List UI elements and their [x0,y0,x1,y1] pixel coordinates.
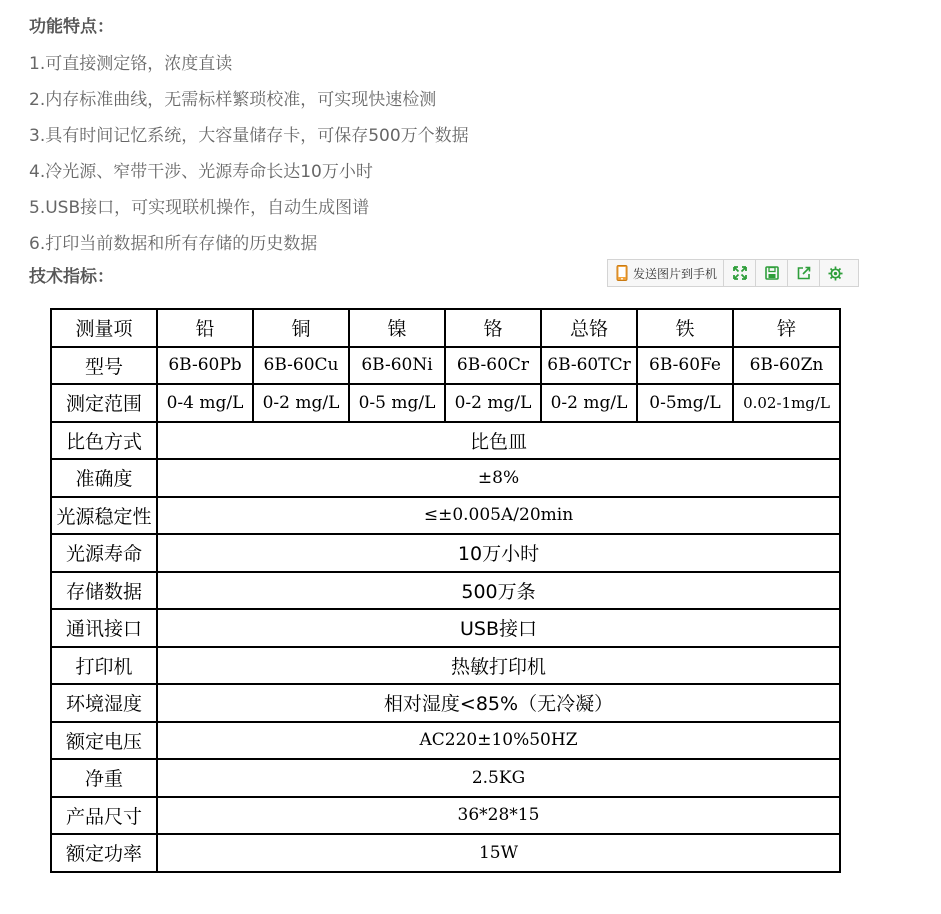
row-value: 15W [157,834,840,872]
fullscreen-button[interactable] [724,260,756,286]
table-cell: 6B-60Fe [637,347,733,385]
row-label: 产品尺寸 [51,797,157,835]
table-row [51,797,840,835]
row-label: 光源寿命 [51,534,157,572]
row-label: 环境湿度 [51,684,157,722]
table-row [51,722,840,760]
table-row [51,497,840,535]
row-label: 准确度 [51,459,157,497]
item-iron: 铁 [637,309,733,347]
save-icon [765,266,779,280]
share-icon [797,266,811,280]
table-cell: 0-2 mg/L [541,384,637,422]
table-row [51,534,840,572]
table-cell: 6B-60Cu [253,347,349,385]
row-label: 净重 [51,759,157,797]
table-row-header [51,309,840,347]
table-row [51,684,840,722]
row-value: USB接口 [157,609,840,647]
table-cell: 0-2 mg/L [445,384,541,422]
table-cell: 6B-60TCr [541,347,637,385]
row-label: 光源稳定性 [51,497,157,535]
row-label: 存储数据 [51,572,157,610]
image-toolbar [607,259,859,287]
item-zinc: 锌 [733,309,840,347]
item-total-chromium: 总铬 [541,309,637,347]
table-row [51,459,840,497]
row-label: 型号 [51,347,157,385]
row-label: 额定电压 [51,722,157,760]
gear-icon [828,266,843,281]
feature-item-2: 2.内存标准曲线，无需标样繁琐校准，可实现快速检测 [29,90,437,110]
row-value: 2.5KG [157,759,840,797]
row-label: 测量项 [51,309,157,347]
row-label: 通讯接口 [51,609,157,647]
feature-item-5: 5.USB接口，可实现联机操作，自动生成图谱 [29,198,370,218]
table-row-range [51,384,840,422]
spec-table [50,308,841,873]
feature-item-1: 1.可直接测定铬，浓度直读 [29,54,233,74]
row-label: 额定功率 [51,834,157,872]
feature-item-3: 3.具有时间记忆系统，大容量储存卡，可保存500万个数据 [29,126,469,146]
features-heading: 功能特点： [29,17,114,37]
table-cell: 6B-60Cr [445,347,541,385]
row-value: ≤±0.005A/20min [157,497,840,535]
row-value: 热敏打印机 [157,647,840,685]
send-to-phone-label: 发送图片到手机 [633,266,718,281]
row-label: 打印机 [51,647,157,685]
table-cell: 0-4 mg/L [157,384,253,422]
phone-icon [616,265,628,281]
share-button[interactable] [788,260,820,286]
feature-item-6: 6.打印当前数据和所有存储的历史数据 [29,234,318,254]
item-lead: 铅 [157,309,253,347]
table-row [51,609,840,647]
row-value: 相对湿度<85%（无冷凝） [157,684,840,722]
item-chromium: 铬 [445,309,541,347]
settings-button[interactable] [820,260,851,286]
save-button[interactable] [756,260,788,286]
item-copper: 铜 [253,309,349,347]
specs-heading: 技术指标： [29,267,114,287]
row-label: 比色方式 [51,422,157,460]
table-cell: 6B-60Pb [157,347,253,385]
row-value: 500万条 [157,572,840,610]
table-cell: 6B-60Ni [349,347,445,385]
table-cell: 6B-60Zn [733,347,840,385]
table-row [51,422,840,460]
table-row [51,759,840,797]
row-value: ±8% [157,459,840,497]
table-row [51,834,840,872]
row-label: 测定范围 [51,384,157,422]
row-value: AC220±10%50HZ [157,722,840,760]
expand-icon [733,266,747,280]
table-row [51,647,840,685]
table-cell: 0-2 mg/L [253,384,349,422]
row-value: 10万小时 [157,534,840,572]
item-nickel: 镍 [349,309,445,347]
table-row [51,572,840,610]
table-row-model [51,347,840,385]
table-cell: 0-5mg/L [637,384,733,422]
row-value: 36*28*15 [157,797,840,835]
table-cell: 0.02-1mg/L [733,384,840,422]
row-value: 比色皿 [157,422,840,460]
send-to-phone-button[interactable] [608,260,724,286]
feature-item-4: 4.冷光源、窄带干涉、光源寿命长达10万小时 [29,162,373,182]
table-cell: 0-5 mg/L [349,384,445,422]
